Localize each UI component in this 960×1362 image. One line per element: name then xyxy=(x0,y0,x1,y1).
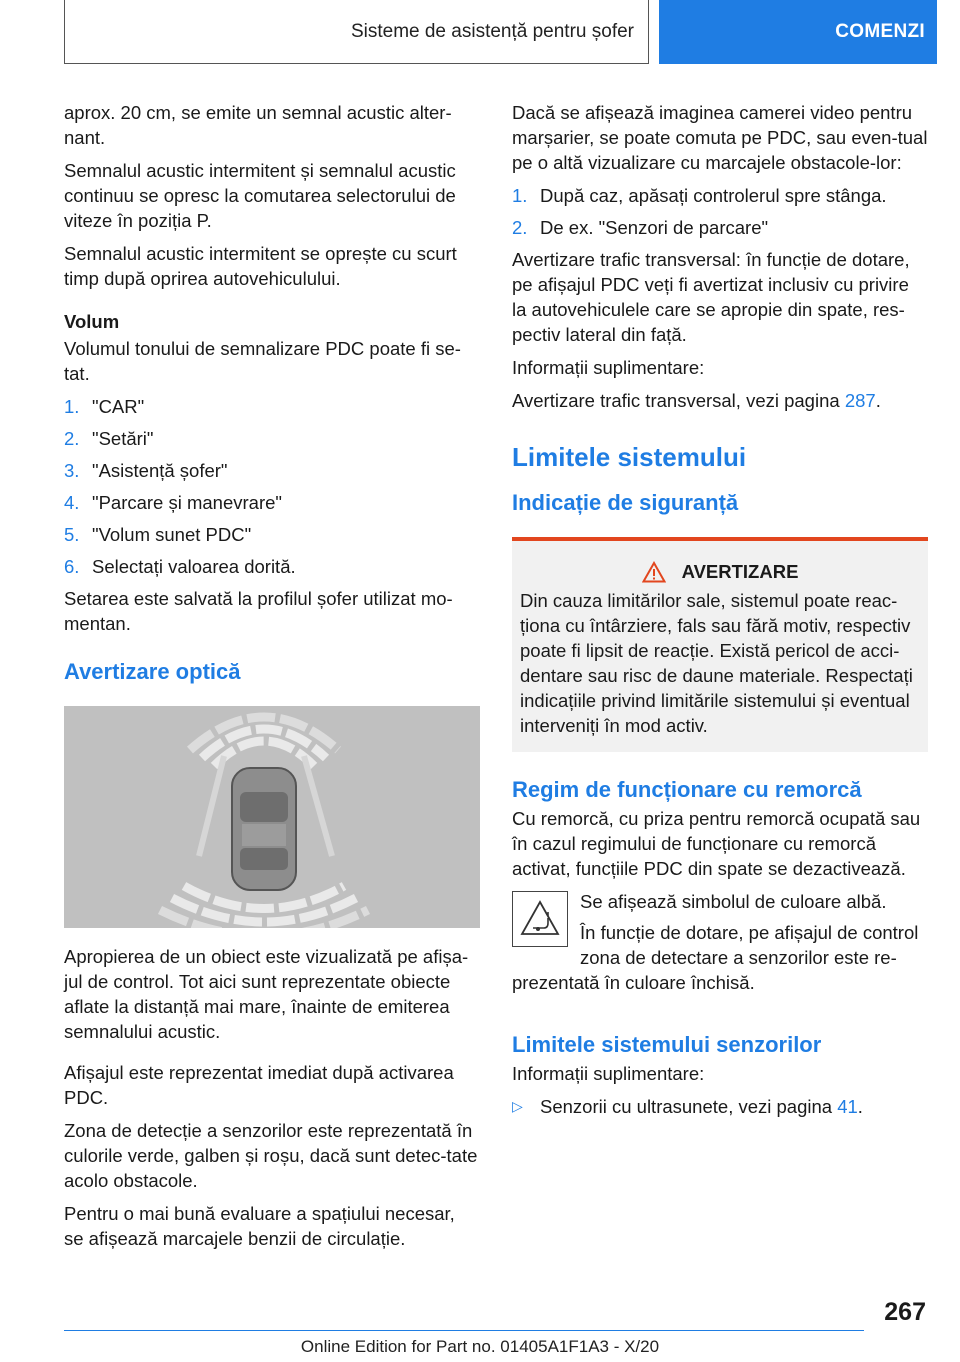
step-text: "Volum sunet PDC" xyxy=(92,524,252,545)
paragraph: Volumul tonului de semnalizare PDC poate fi se-tat. xyxy=(64,338,461,384)
left-column xyxy=(64,100,478,1259)
paragraph: Semnalul acustic intermitent și semnalul acustic continuu se opresc la comutarea selectorului de viteze în poziția P. xyxy=(64,160,456,231)
cross-ref-text: Avertizare trafic transversal, vezi pagina xyxy=(512,390,840,411)
trailer-symbol-block xyxy=(512,889,928,1003)
step-text: "Setări" xyxy=(92,428,154,449)
step-number: 2. xyxy=(512,217,528,238)
heading-trailer-mode: Regim de funcționare cu remorcă xyxy=(512,777,862,802)
cross-ref-end: . xyxy=(875,390,881,411)
paragraph: Setarea este salvată la profilul șofer utilizat mo-mentan. xyxy=(64,588,453,634)
cross-reference xyxy=(512,388,928,413)
car-sensor-icon xyxy=(64,706,480,928)
paragraph: Semnalul acustic intermitent se oprește cu scurt timp după oprirea autovehiculului. xyxy=(64,243,457,289)
footer-divider xyxy=(64,1330,864,1331)
paragraph: Informații suplimentare: xyxy=(512,1063,705,1084)
heading-sensor-limits: Limitele sistemului senzorilor xyxy=(512,1032,822,1057)
right-column xyxy=(512,100,928,1125)
paragraph: În funcție de dotare, pe afișajul de control zona de detectare a senzorilor este re-prezentată în culoare închisă. xyxy=(512,922,919,993)
header-chapter-tab xyxy=(659,0,937,64)
step-number: 2. xyxy=(64,428,80,449)
page-link-287[interactable]: 287 xyxy=(844,390,876,411)
warning-text: Din cauza limitărilor sale, sistemul poate reac-ționa cu întârziere, fals sau fără motiv, respectiv poate fi lipsit de reacție. Există pericol de acci-dentare sau risc de daune materiale. Respectați indicațiile privind limitările sistemului și eventual interveniți în mod activ. xyxy=(520,590,913,736)
step-number: 3. xyxy=(64,460,80,481)
list-item xyxy=(512,1094,928,1119)
paragraph: Informații suplimentare: xyxy=(512,357,705,378)
step-number: 5. xyxy=(64,524,80,545)
list-item xyxy=(64,522,478,547)
chapter-title: COMENZI xyxy=(835,21,925,42)
step-text: După caz, apăsați controlerul spre stânga. xyxy=(540,185,887,206)
warning-title xyxy=(520,559,920,584)
list-item xyxy=(64,490,478,515)
step-number: 6. xyxy=(64,556,80,577)
step-number: 1. xyxy=(64,396,80,417)
paragraph: Dacă se afișează imaginea camerei video pentru marșarier, se poate comuta pe PDC, sau even-tual pe o altă vizualizare cu marcajele obstacole-lor: xyxy=(512,102,928,173)
paragraph: Zona de detecție a senzorilor este reprezentată în culorile verde, galben și roșu, dacă sunt detec-tate acolo obstacole. xyxy=(64,1120,478,1191)
sensor-ref-list xyxy=(512,1094,928,1119)
warning-box xyxy=(512,537,928,752)
step-text: "Parcare și manevrare" xyxy=(92,492,282,513)
trailer-warning-icon xyxy=(512,891,568,947)
paragraph: Apropierea de un obiect este vizualizată pe afișa-jul de control. Tot aici sunt reprezentate obiecte aflate la distanță mai mare, înainte de emiterea semnalului acustic. xyxy=(64,946,469,1042)
pdc-display-illustration xyxy=(64,706,480,928)
list-item xyxy=(512,215,928,240)
list-item xyxy=(64,554,478,579)
edition-footer: Online Edition for Part no. 01405A1F1A3 - X/20 xyxy=(300,1337,660,1356)
step-number: 4. xyxy=(64,492,80,513)
heading-optical-warning: Avertizare optică xyxy=(64,659,241,684)
step-text: "CAR" xyxy=(92,396,145,417)
list-item xyxy=(64,458,478,483)
volume-steps-list xyxy=(64,394,478,579)
paragraph: aprox. 20 cm, se emite un semnal acustic alter-nant. xyxy=(64,102,452,148)
list-item xyxy=(64,394,478,419)
paragraph: Cu remorcă, cu priza pentru remorcă ocupată sau în cazul regimului de funcționare cu remorcă activat, funcțiile PDC din spate se dezactivează. xyxy=(512,808,921,879)
triangle-bullet-icon: ▷ xyxy=(512,1098,523,1114)
paragraph: Se afișează simbolul de culoare albă. xyxy=(580,891,887,912)
paragraph: Afișajul este reprezentat imediat după activarea PDC. xyxy=(64,1062,454,1108)
step-text: Selectați valoarea dorită. xyxy=(92,556,296,577)
paragraph: Avertizare trafic transversal: în funcție de dotare, pe afișajul PDC veți fi avertizat inclusiv cu privire la autovehiculele care se apropie din spate, res-pectiv lateral din față. xyxy=(512,249,910,345)
subheading-volum: Volum xyxy=(64,311,120,332)
page-link-41[interactable]: 41 xyxy=(837,1096,858,1117)
header-section-title xyxy=(64,0,649,64)
warning-triangle-icon xyxy=(642,561,666,583)
step-number: 1. xyxy=(512,185,528,206)
step-text: De ex. "Senzori de parcare" xyxy=(540,217,769,238)
section-title: Sisteme de asistență pentru șofer xyxy=(350,20,634,42)
heading-safety-note: Indicație de siguranță xyxy=(512,490,739,515)
sensor-ref-text: Senzorii cu ultrasunete, vezi pagina xyxy=(540,1096,833,1117)
sensor-ref-end: . xyxy=(857,1096,863,1117)
page-number: 267 xyxy=(884,1298,926,1326)
list-item xyxy=(512,183,928,208)
warning-label: AVERTIZARE xyxy=(681,561,799,582)
paragraph: Pentru o mai bună evaluare a spațiului necesar, se afișează marcajele benzii de circulație. xyxy=(64,1203,455,1249)
list-item xyxy=(64,426,478,451)
step-text: "Asistență șofer" xyxy=(92,460,228,481)
camera-steps-list xyxy=(512,183,928,240)
heading-system-limits: Limitele sistemului xyxy=(512,442,747,472)
